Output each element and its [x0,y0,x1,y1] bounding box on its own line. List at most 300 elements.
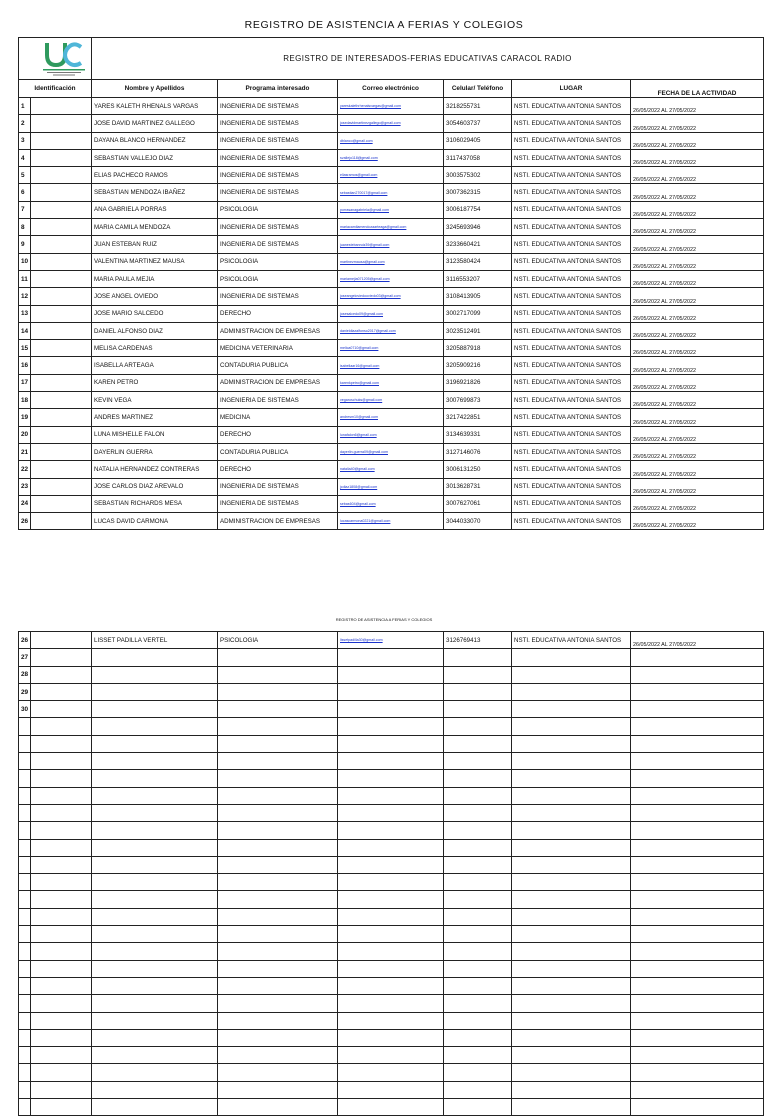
header-lugar: LUGAR [512,80,631,98]
email-cell[interactable] [338,908,444,925]
phone-cell [444,649,512,666]
date-cell [631,735,764,752]
email-cell[interactable]: andresm10@gmail.com [338,409,444,426]
place-cell: NSTI. EDUCATIVA ANTONIA SANTOS [512,340,631,357]
place-cell: NSTI. EDUCATIVA ANTONIA SANTOS [512,426,631,443]
table-row [19,184,764,201]
phone-cell: 3007627061 [444,495,512,512]
email-cell[interactable] [338,1012,444,1029]
id-cell [31,115,92,132]
row-number: 30 [19,701,31,718]
date-cell [631,753,764,770]
program-cell: DERECHO [218,426,338,443]
date-cell [631,718,764,735]
table-row [19,288,764,305]
program-cell [218,856,338,873]
date-cell [631,804,764,821]
id-cell [31,839,92,856]
attendance-table [18,37,764,530]
name-cell: LUCAS DAVID CARMONA [92,513,218,530]
id-cell [31,632,92,649]
email-cell[interactable]: danieldiazalfonso2017@gmail.com [338,322,444,339]
date-cell [631,822,764,839]
phone-cell: 3002717099 [444,305,512,322]
date-cell [631,839,764,856]
program-cell: INGENIERIA DE SISTEMAS [218,478,338,495]
phone-cell [444,1064,512,1081]
phone-cell [444,718,512,735]
id-cell [31,995,92,1012]
email-cell[interactable]: lunafalon6@gmail.com [338,426,444,443]
place-cell: NSTI. EDUCATIVA ANTONIA SANTOS [512,461,631,478]
name-cell: ANDRES MARTINEZ [92,409,218,426]
header-nombre: Nombre y Apellidos [92,80,218,98]
table-row [19,666,764,683]
program-cell: INGENIERIA DE SISTEMAS [218,219,338,236]
phone-cell [444,874,512,891]
row-number [19,960,31,977]
email-cell[interactable] [338,1099,444,1116]
email-cell[interactable]: mariacamilamendozaarteaga@gmail.com [338,219,444,236]
phone-cell: 3127146076 [444,443,512,460]
date-cell: 26/05/2022 AL 27/05/2022 [631,392,764,409]
row-number: 4 [19,149,31,166]
date-cell: 26/05/2022 AL 27/05/2022 [631,288,764,305]
phone-cell [444,770,512,787]
email-cell[interactable]: martinezmausa@gmail.com [338,253,444,270]
place-cell: NSTI. EDUCATIVA ANTONIA SANTOS [512,478,631,495]
program-cell: MEDICINA [218,409,338,426]
email-cell[interactable] [338,943,444,960]
email-cell[interactable] [338,649,444,666]
program-cell [218,1012,338,1029]
email-cell[interactable] [338,856,444,873]
id-cell [31,305,92,322]
program-cell [218,666,338,683]
email-cell[interactable] [338,787,444,804]
program-cell: DERECHO [218,461,338,478]
place-cell [512,1047,631,1064]
email-cell[interactable] [338,1029,444,1046]
email-cell[interactable]: dblanco@gmail.com [338,132,444,149]
row-number: 14 [19,322,31,339]
phone-cell: 3205887918 [444,340,512,357]
email-cell[interactable]: melica0710@gmail.com [338,340,444,357]
id-cell [31,1081,92,1098]
place-cell [512,822,631,839]
program-cell [218,649,338,666]
banner-title: REGISTRO DE INTERESADOS-FERIAS EDUCATIVAS CARACOL RADIO [92,38,764,80]
id-cell [31,98,92,115]
name-cell: SEBASTIAN VALLEJO DIAZ [92,149,218,166]
place-cell [512,1099,631,1116]
table-row [19,943,764,960]
id-cell [31,236,92,253]
name-cell [92,649,218,666]
id-cell [31,977,92,994]
program-cell: INGENIERIA DE SISTEMAS [218,184,338,201]
row-number [19,1064,31,1081]
email-cell[interactable] [338,977,444,994]
date-cell: 26/05/2022 AL 27/05/2022 [631,443,764,460]
program-cell: INGENIERIA DE SISTEMAS [218,392,338,409]
header-programa: Programa interesado [218,80,338,98]
email-cell[interactable] [338,822,444,839]
name-cell [92,995,218,1012]
row-number [19,891,31,908]
email-cell[interactable]: karenkpetro@gmail.com [338,374,444,391]
row-number [19,804,31,821]
email-cell[interactable] [338,701,444,718]
date-cell [631,856,764,873]
header-identificacion: Identificación [19,80,92,98]
phone-cell [444,1047,512,1064]
email-cell[interactable] [338,839,444,856]
name-cell: JOSE ANGEL OVIEDO [92,288,218,305]
date-cell [631,943,764,960]
row-number: 5 [19,167,31,184]
date-cell: 26/05/2022 AL 27/05/2022 [631,374,764,391]
date-cell: 26/05/2022 AL 27/05/2022 [631,184,764,201]
table-row [19,270,764,287]
program-cell [218,943,338,960]
email-cell[interactable]: yareskalethrhenalsvargas@gmail.com [338,98,444,115]
name-cell [92,1029,218,1046]
email-cell[interactable]: porrasanagabriela@gmail.com [338,201,444,218]
place-cell [512,787,631,804]
table-row [19,132,764,149]
phone-cell: 3116553207 [444,270,512,287]
row-number [19,839,31,856]
id-cell [31,960,92,977]
program-cell [218,1099,338,1116]
phone-cell [444,1099,512,1116]
email-cell[interactable]: svallejo118@gmail.com [338,149,444,166]
date-cell: 26/05/2022 AL 27/05/2022 [631,495,764,512]
date-cell [631,1029,764,1046]
id-cell [31,149,92,166]
row-number: 26 [19,632,31,649]
date-cell [631,908,764,925]
table-row [19,426,764,443]
id-cell [31,461,92,478]
email-cell[interactable] [338,770,444,787]
place-cell [512,908,631,925]
program-cell [218,701,338,718]
table-row [19,1064,764,1081]
table-row [19,461,764,478]
row-number [19,718,31,735]
place-cell: NSTI. EDUCATIVA ANTONIA SANTOS [512,167,631,184]
email-cell[interactable] [338,753,444,770]
place-cell [512,804,631,821]
date-cell: 26/05/2022 AL 27/05/2022 [631,115,764,132]
program-cell [218,960,338,977]
phone-cell [444,839,512,856]
date-cell: 26/05/2022 AL 27/05/2022 [631,305,764,322]
email-cell[interactable]: eliasramos@gmail.com [338,167,444,184]
email-cell[interactable]: natalia40@gmail.com [338,461,444,478]
phone-cell [444,1081,512,1098]
place-cell: NSTI. EDUCATIVA ANTONIA SANTOS [512,149,631,166]
date-cell: 26/05/2022 AL 27/05/2022 [631,478,764,495]
name-cell [92,1047,218,1064]
table-row [19,1099,764,1116]
email-cell[interactable]: juanestebanruiz39@gmail.com [338,236,444,253]
id-cell [31,184,92,201]
table-row [19,201,764,218]
phone-cell: 3023512491 [444,322,512,339]
place-cell: NSTI. EDUCATIVA ANTONIA SANTOS [512,98,631,115]
email-cell[interactable]: lissetpadilla30@gmail.com [338,632,444,649]
program-cell [218,735,338,752]
table-row [19,392,764,409]
program-cell [218,1029,338,1046]
name-cell [92,804,218,821]
email-cell[interactable] [338,926,444,943]
id-cell [31,132,92,149]
email-cell[interactable]: vegaroschuks@gmail.com [338,392,444,409]
program-cell [218,787,338,804]
program-cell [218,822,338,839]
date-cell [631,1081,764,1098]
row-number: 3 [19,132,31,149]
name-cell [92,874,218,891]
email-cell[interactable] [338,804,444,821]
date-cell: 26/05/2022 AL 27/05/2022 [631,409,764,426]
phone-cell [444,891,512,908]
program-cell [218,1047,338,1064]
id-cell [31,392,92,409]
date-cell [631,1047,764,1064]
table-row [19,632,764,649]
program-cell: ADMINISTRACION DE EMPRESAS [218,322,338,339]
row-number [19,977,31,994]
table-row [19,1081,764,1098]
id-cell [31,374,92,391]
program-cell: PSICOLOGIA [218,253,338,270]
row-number: 19 [19,409,31,426]
name-cell: JOSE DAVID MARTINEZ GALLEGO [92,115,218,132]
name-cell: KAREN PETRO [92,374,218,391]
id-cell [31,288,92,305]
table-row [19,149,764,166]
name-cell: MARIA CAMILA MENDOZA [92,219,218,236]
phone-cell [444,822,512,839]
table-row [19,839,764,856]
program-cell [218,683,338,700]
name-cell: NATALIA HERNANDEZ CONTRERAS [92,461,218,478]
row-number: 17 [19,374,31,391]
id-cell [31,357,92,374]
phone-cell: 3044033070 [444,513,512,530]
phone-cell: 3134639331 [444,426,512,443]
phone-cell: 3006187754 [444,201,512,218]
table-row [19,770,764,787]
id-cell [31,770,92,787]
email-cell[interactable] [338,995,444,1012]
table-row [19,495,764,512]
email-cell[interactable] [338,1064,444,1081]
place-cell [512,735,631,752]
banner-row [19,38,764,80]
place-cell [512,649,631,666]
program-cell [218,718,338,735]
name-cell [92,770,218,787]
row-number: 21 [19,443,31,460]
program-cell: INGENIERIA DE SISTEMAS [218,132,338,149]
name-cell: LUNA MISHELLE FALON [92,426,218,443]
id-cell [31,822,92,839]
place-cell [512,1081,631,1098]
table-row [19,753,764,770]
program-cell: CONTADURIA PUBLICA [218,443,338,460]
table-row [19,409,764,426]
date-cell [631,666,764,683]
phone-cell [444,943,512,960]
date-cell: 26/05/2022 AL 27/05/2022 [631,132,764,149]
place-cell [512,839,631,856]
program-cell [218,891,338,908]
program-cell: DERECHO [218,305,338,322]
row-number [19,1047,31,1064]
name-cell [92,1081,218,1098]
header-row [19,80,764,98]
phone-cell: 3123580424 [444,253,512,270]
table-row [19,735,764,752]
program-cell: PSICOLOGIA [218,201,338,218]
email-cell[interactable] [338,683,444,700]
table-row [19,115,764,132]
name-cell [92,666,218,683]
name-cell [92,1012,218,1029]
date-cell: 26/05/2022 AL 27/05/2022 [631,426,764,443]
place-cell: NSTI. EDUCATIVA ANTONIA SANTOS [512,513,631,530]
phone-cell [444,926,512,943]
email-cell[interactable]: sebas604@gmail.com [338,495,444,512]
place-cell: NSTI. EDUCATIVA ANTONIA SANTOS [512,632,631,649]
table-row [19,977,764,994]
phone-cell: 3233660421 [444,236,512,253]
date-cell: 26/05/2022 AL 27/05/2022 [631,461,764,478]
place-cell [512,701,631,718]
table-row [19,236,764,253]
email-cell[interactable]: jcdiaz1808@gmail.com [338,478,444,495]
email-cell[interactable]: dayerlin.guerra09@gmail.com [338,443,444,460]
email-cell[interactable]: joseangeloviedooviedo03@gmail.com [338,288,444,305]
name-cell [92,977,218,994]
row-number: 23 [19,478,31,495]
email-cell[interactable] [338,1081,444,1098]
name-cell: MELISA CARDENAS [92,340,218,357]
table-row [19,804,764,821]
email-cell[interactable]: josesalcedo09@gmail.com [338,305,444,322]
row-number: 20 [19,426,31,443]
email-cell[interactable]: lucascarmona0221@gmail.com [338,513,444,530]
place-cell [512,926,631,943]
place-cell: NSTI. EDUCATIVA ANTONIA SANTOS [512,270,631,287]
email-cell[interactable]: isabellaar16@gmail.com [338,357,444,374]
date-cell [631,891,764,908]
date-cell [631,649,764,666]
row-number: 1 [19,98,31,115]
university-logo-icon [41,41,87,77]
place-cell: NSTI. EDUCATIVA ANTONIA SANTOS [512,115,631,132]
row-number: 7 [19,201,31,218]
id-cell [31,683,92,700]
program-cell: INGENIERIA DE SISTEMAS [218,115,338,132]
id-cell [31,666,92,683]
email-cell[interactable] [338,1047,444,1064]
name-cell [92,839,218,856]
phone-cell: 3108413905 [444,288,512,305]
row-number: 22 [19,461,31,478]
email-cell[interactable]: sebastian270017@gmail.com [338,184,444,201]
table-row [19,822,764,839]
name-cell [92,1099,218,1116]
id-cell [31,426,92,443]
table-row [19,718,764,735]
attendance-table-page2 [18,631,764,1116]
email-cell[interactable] [338,718,444,735]
phone-cell: 3007362315 [444,184,512,201]
header-fecha: FECHA DE LA ACTIVIDAD [631,80,764,98]
row-number [19,908,31,925]
place-cell: NSTI. EDUCATIVA ANTONIA SANTOS [512,322,631,339]
program-cell [218,770,338,787]
id-cell [31,908,92,925]
email-cell[interactable] [338,960,444,977]
name-cell: KEVIN VEGA [92,392,218,409]
id-cell [31,495,92,512]
name-cell: ANA GABRIELA PORRAS [92,201,218,218]
table-row [19,443,764,460]
id-cell [31,270,92,287]
phone-cell [444,666,512,683]
email-cell[interactable] [338,874,444,891]
name-cell [92,735,218,752]
id-cell [31,701,92,718]
email-cell[interactable] [338,735,444,752]
logo-cell [19,38,92,80]
id-cell [31,1064,92,1081]
date-cell [631,960,764,977]
program-cell [218,977,338,994]
place-cell [512,666,631,683]
row-number [19,787,31,804]
date-cell [631,770,764,787]
id-cell [31,443,92,460]
table-row [19,1047,764,1064]
email-cell[interactable]: josedavidmartinezgallego@gmail.com [338,115,444,132]
table-row [19,478,764,495]
place-cell: NSTI. EDUCATIVA ANTONIA SANTOS [512,409,631,426]
place-cell [512,960,631,977]
table-row [19,995,764,1012]
email-cell[interactable] [338,666,444,683]
program-cell [218,874,338,891]
row-number [19,822,31,839]
email-cell[interactable] [338,891,444,908]
row-number: 12 [19,288,31,305]
table-row [19,219,764,236]
name-cell [92,908,218,925]
place-cell: NSTI. EDUCATIVA ANTONIA SANTOS [512,374,631,391]
place-cell: NSTI. EDUCATIVA ANTONIA SANTOS [512,357,631,374]
email-cell[interactable]: mariamejia071205@gmail.com [338,270,444,287]
place-cell: NSTI. EDUCATIVA ANTONIA SANTOS [512,236,631,253]
date-cell: 26/05/2022 AL 27/05/2022 [631,632,764,649]
